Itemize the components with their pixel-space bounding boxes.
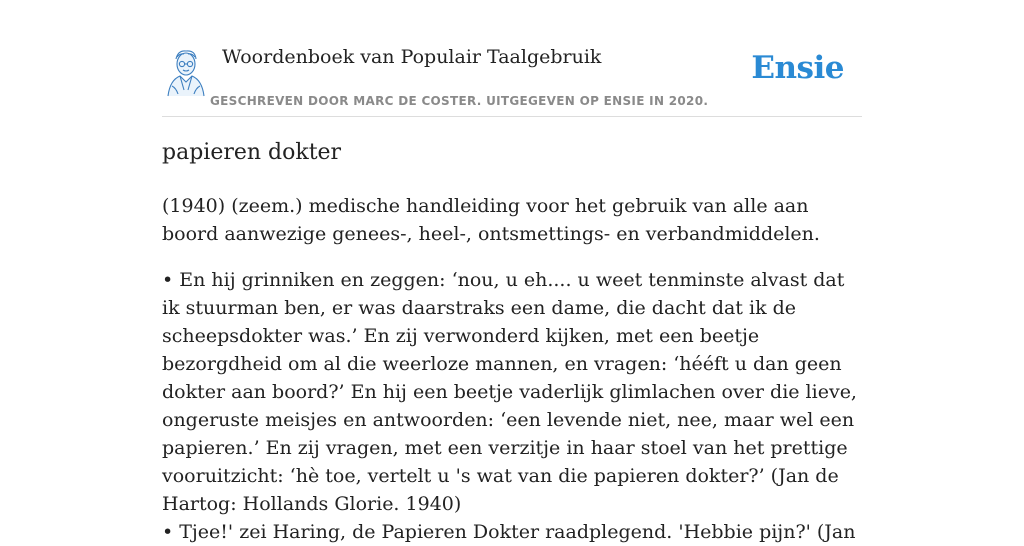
quote-item: • En hij grinniken en zeggen: ‘nou, u eh.... u weet tenminste alvast dat ik stuurman ben, er was daarstraks een dame, die dacht dat ik de scheepsdokter was.’ En zij verwonderd kijken, met een beetje bezorgdheid om al die weerloze mannen, en vragen: ‘hééft u dan geen dokter aan boord?’ En hij een beetje vaderlijk glimlachen over die lieve, ongeruste meisjes en antwoorden: ‘een levende niet, nee, maar wel een papieren.’ En zij vragen, met een verzitje in haar stoel van het prettige vooruitzicht: ‘hè toe, vertelt u 's wat van die papieren dokter?’ (Jan de Hartog: Hollands Glorie. 1940)	[162, 269, 857, 515]
quote-list	[162, 266, 862, 546]
book-title[interactable]: Woordenboek van Populair Taalgebruik	[222, 46, 602, 68]
quote-item: • Tjee!' zei Haring, de Papieren Dokter raadplegend. 'Hebbie pijn?' (Jan	[162, 521, 856, 543]
entry-content	[162, 192, 862, 546]
ensie-logo[interactable]: Ensie	[751, 50, 844, 86]
byline: GESCHREVEN DOOR MARC DE COSTER. UITGEGEVEN OP ENSIE IN 2020.	[210, 94, 709, 108]
entry-definition: (1940) (zeem.) medische handleiding voor het gebruik van alle aan boord aanwezige genees-, heel-, ontsmettings- en verbandmiddelen.	[162, 195, 820, 245]
site-header	[162, 42, 862, 117]
entry-term: papieren dokter	[162, 140, 342, 165]
author-portrait-icon	[162, 46, 210, 96]
